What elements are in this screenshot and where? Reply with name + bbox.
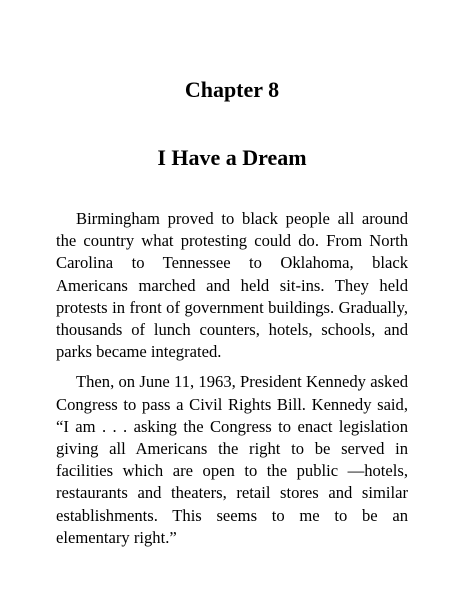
paragraph-1: Birmingham proved to black people all around the country what protesting could do. From North Carolina to Tennessee to Oklahoma, black Americans marched and held sit-ins. They held protests in front of government buildings. Gradually, thousands of lunch counters, hotels, schools, and parks became integrated. xyxy=(56,209,408,362)
chapter-number: Chapter 8 xyxy=(184,77,280,102)
chapter-title: I Have a Dream xyxy=(157,145,307,170)
chapter-body xyxy=(56,208,408,557)
paragraph-2: Then, on June 11, 1963, President Kennedy asked Congress to pass a Civil Rights Bill. Kennedy said, “I am . . . asking the Congress to enact legislation giving all Americans the right to be served in facilities which are open to the public —hotels, restaurants and theaters, retail stores and similar establishments. This seems to me to be an elementary right.” xyxy=(56,372,408,547)
